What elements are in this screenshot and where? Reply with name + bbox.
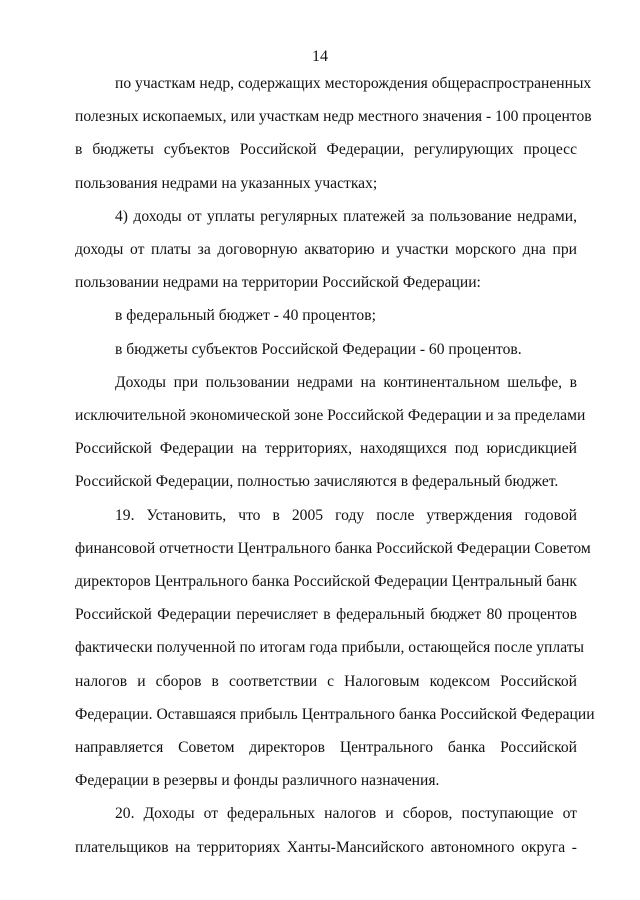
text-line: Российской Федерации перечисляет в федеральный бюджет 80 процентов <box>75 606 577 624</box>
paragraph-item-20-federal-taxes <box>75 797 577 863</box>
text-line: Федерации в резервы и фонды различного назначения. <box>75 772 440 790</box>
paragraph-item-19-central-bank <box>75 499 595 798</box>
text-line: Доходы при пользовании недрами на континентальном шельфе, в <box>115 373 577 391</box>
paragraph-regional-share <box>75 333 577 366</box>
text-line: плательщиков на территориях Ханты-Мансийского автономного округа - <box>75 838 577 856</box>
paragraph-subsoil-local-share <box>75 67 592 200</box>
text-line: налогов и сборов в соответствии с Налоговым кодексом Российской <box>75 672 577 690</box>
document-body <box>75 67 595 864</box>
text-line: 20. Доходы от федеральных налогов и сборов, поступающие от <box>115 805 577 823</box>
paragraph-federal-share <box>75 299 577 332</box>
text-line: доходы от платы за договорную акваторию и участки морского дна при <box>75 241 577 259</box>
text-line: фактически полученной по итогам года прибыли, остающейся после уплаты <box>75 639 584 657</box>
text-line: исключительной экономической зоне Российской Федерации и за пределами <box>75 407 586 425</box>
page-number: 14 <box>312 48 328 65</box>
text-line: Российской Федерации на территориях, находящихся под юрисдикцией <box>75 440 577 458</box>
text-line: Российской Федерации, полностью зачисляются в федеральный бюджет. <box>75 473 559 491</box>
text-line: направляется Советом директоров Центрального банка Российской <box>75 739 577 757</box>
paragraph-continental-shelf <box>75 366 586 499</box>
text-line: пользовании недрами на территории Российской Федерации: <box>75 274 481 292</box>
text-line: директоров Центрального банка Российской Федерации Центральный банк <box>75 573 577 591</box>
text-line: в бюджеты субъектов Российской Федерации - 60 процентов. <box>115 340 522 358</box>
text-line: 19. Установить, что в 2005 году после утверждения годовой <box>115 506 577 524</box>
text-line: пользования недрами на указанных участках; <box>75 174 378 192</box>
text-line: в бюджеты субъектов Российской Федерации, регулирующих процесс <box>75 141 577 159</box>
text-line: по участкам недр, содержащих месторождения общераспространенных <box>115 75 592 92</box>
paragraph-item-4-regular-payments <box>75 200 577 300</box>
text-line: финансовой отчетности Центрального банка Российской Федерации Советом <box>75 539 591 557</box>
text-line: в федеральный бюджет - 40 процентов; <box>115 307 376 325</box>
text-line: Федерации. Оставшаяся прибыль Центрального банка Российской Федерации <box>75 705 595 723</box>
text-line: 4) доходы от уплаты регулярных платежей за пользование недрами, <box>115 207 577 225</box>
text-line: полезных ископаемых, или участкам недр местного значения - 100 процентов <box>75 108 592 126</box>
